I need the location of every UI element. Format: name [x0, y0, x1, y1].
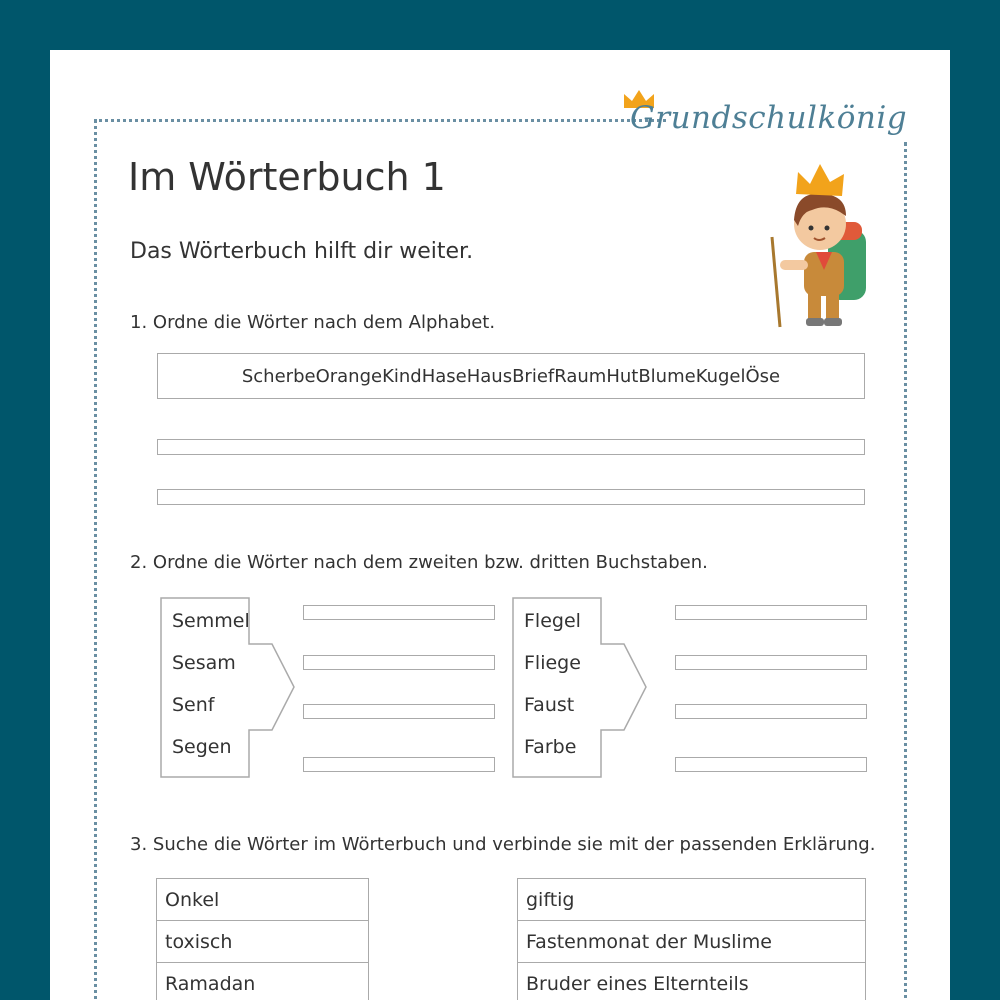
- worksheet: [50, 50, 950, 1000]
- table-row: [518, 879, 866, 921]
- task2-left-word-list: [172, 600, 250, 768]
- list-item: Farbe: [524, 736, 577, 758]
- explanation-cell[interactable]: giftig: [518, 879, 866, 921]
- table-row: [157, 963, 369, 1000]
- list-item: Senf: [172, 694, 215, 716]
- word-cell[interactable]: toxisch: [157, 921, 369, 963]
- task2-left-answer-line-1[interactable]: [303, 605, 495, 620]
- page-subtitle: Das Wörterbuch hilft dir weiter.: [130, 239, 474, 264]
- table-row: [518, 921, 866, 963]
- task3-explanations-table: [517, 878, 866, 1000]
- brand-name: Grundschulkönig: [630, 100, 908, 136]
- task2-left-answer-line-3[interactable]: [303, 704, 495, 719]
- task2-right-answer-line-3[interactable]: [675, 704, 867, 719]
- task2-left-answer-line-2[interactable]: [303, 655, 495, 670]
- task2-right-word-list: [524, 600, 581, 768]
- explanation-cell[interactable]: Bruder eines Elternteils: [518, 963, 866, 1000]
- list-item: Faust: [524, 694, 575, 716]
- frame-top-dotted: [94, 119, 666, 122]
- explanation-cell[interactable]: Fastenmonat der Muslime: [518, 921, 866, 963]
- task1-word-box: [157, 353, 865, 399]
- task2-instruction: 2. Ordne die Wörter nach dem zweiten bzw. dritten Buchstaben.: [130, 552, 708, 573]
- table-row: [518, 963, 866, 1000]
- task1-words: ScherbeOrangeKindHaseHausBriefRaumHutBlumeKugelÖse: [241, 365, 781, 387]
- list-item: Sesam: [172, 652, 236, 674]
- table-row: [157, 879, 369, 921]
- frame-left-dotted: [94, 119, 97, 1000]
- frame-right-dotted: [904, 142, 907, 1000]
- boy-explorer-illustration: [762, 152, 882, 332]
- list-item: Fliege: [524, 652, 581, 674]
- word-cell[interactable]: Onkel: [157, 879, 369, 921]
- list-item: Flegel: [524, 610, 581, 632]
- task1-answer-line-1[interactable]: [157, 439, 865, 455]
- table-row: [157, 921, 369, 963]
- task2-right-answer-line-2[interactable]: [675, 655, 867, 670]
- list-item: Segen: [172, 736, 232, 758]
- task2-right-answer-line-4[interactable]: [675, 757, 867, 772]
- list-item: Semmel: [172, 610, 250, 632]
- task3-instruction: 3. Suche die Wörter im Wörterbuch und verbinde sie mit der passenden Erklärung.: [130, 834, 876, 855]
- task1-answer-line-2[interactable]: [157, 489, 865, 505]
- task3-words-table: [156, 878, 369, 1000]
- page-title: Im Wörterbuch 1: [128, 155, 446, 199]
- task1-instruction: 1. Ordne die Wörter nach dem Alphabet.: [130, 312, 496, 333]
- word-cell[interactable]: Ramadan: [157, 963, 369, 1000]
- task2-right-answer-line-1[interactable]: [675, 605, 867, 620]
- task2-left-answer-line-4[interactable]: [303, 757, 495, 772]
- brand-logo: [630, 94, 920, 144]
